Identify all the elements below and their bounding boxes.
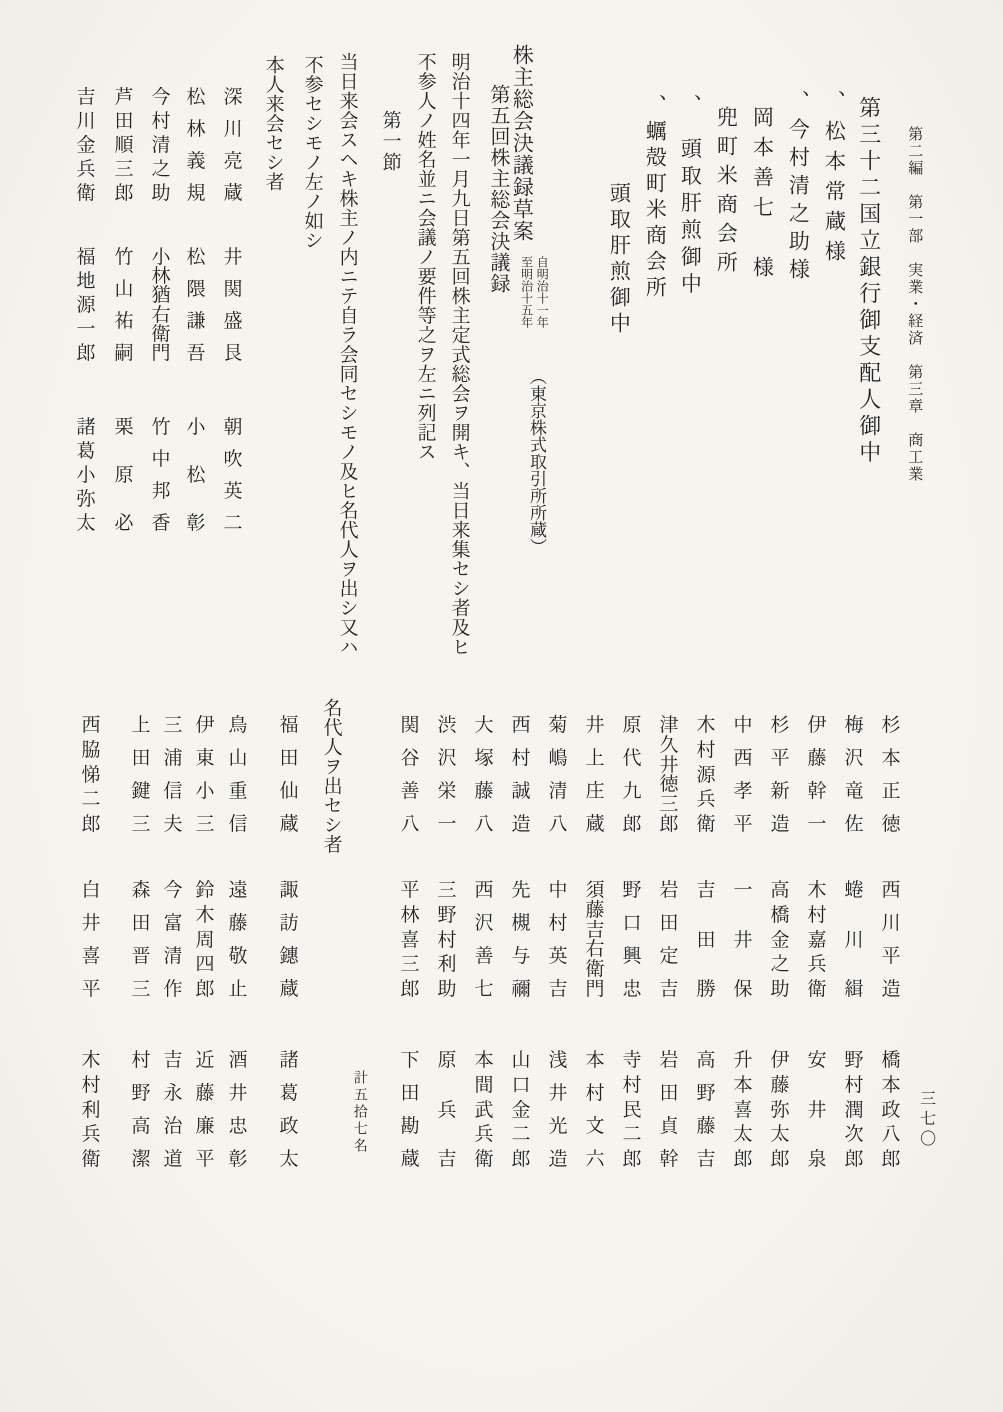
address-line: 、蠣殻町米商会所 bbox=[643, 94, 668, 302]
date-range-to: 至明治十五年 bbox=[519, 256, 534, 328]
proxy-heading: 名代人ヲ出セシ者 bbox=[320, 698, 342, 854]
attendee-name: 木 村 源 兵 衛 bbox=[696, 715, 716, 835]
attendee-name: 諸 葛 政 太 bbox=[279, 1050, 299, 1170]
attendee-name: 井 関 盛 艮 bbox=[223, 247, 243, 364]
attendee-name: 寺 村 民 二 郎 bbox=[622, 1050, 642, 1170]
total-count: 計五拾七名 bbox=[351, 1070, 367, 1155]
attendee-name: 近 藤 廉 平 bbox=[195, 1050, 215, 1170]
page-number: 三七〇 bbox=[917, 1090, 935, 1150]
attendee-name: 蜷 川 緝 bbox=[844, 880, 864, 1000]
attendee-name: 先 槻 与 禰 bbox=[511, 880, 531, 1000]
body-line: 明治十四年一月九日第五回株主定式総会ヲ開キ、当日来集セシ者及ヒ bbox=[448, 52, 470, 657]
attendee-name: 伊 東 小 三 bbox=[195, 715, 215, 835]
attendee-name: 深 川 亮 蔵 bbox=[223, 87, 243, 204]
attendee-name: 木 村 嘉 兵 衛 bbox=[807, 880, 827, 1000]
archive-source: （東京株式取引所所蔵） bbox=[526, 368, 546, 555]
attendee-name: 白 井 喜 平 bbox=[81, 880, 101, 1000]
attendee-name: 井 上 庄 蔵 bbox=[585, 715, 605, 835]
address-line: 、今村清之助様 bbox=[786, 90, 811, 286]
address-line: 頭取肝煎御中 bbox=[607, 182, 632, 338]
attendee-name: 杉 本 正 徳 bbox=[881, 715, 901, 835]
attendee-name: 西 脇 悌 二 郎 bbox=[81, 715, 101, 835]
in-person-heading: 本人来会セシ者 bbox=[262, 55, 284, 192]
attendee-name: 安 井 泉 bbox=[807, 1050, 827, 1170]
attendee-name: 高 橋 金 之 助 bbox=[770, 880, 790, 1000]
attendee-name: 森 田 晋 三 bbox=[131, 880, 151, 1000]
recipient-line: 第三十二国立銀行御支配人御中 bbox=[856, 96, 882, 467]
attendee-name: 三 野 村 利 助 bbox=[437, 880, 457, 1000]
attendee-name: 鳥 山 重 信 bbox=[228, 715, 248, 835]
attendee-name: 小 林 猶 右 衛 門 bbox=[151, 247, 171, 364]
attendee-name: 吉 田 勝 bbox=[696, 880, 716, 1000]
attendee-name: 竹 山 祐 嗣 bbox=[114, 247, 134, 364]
attendee-name: 朝 吹 英 二 bbox=[223, 417, 243, 534]
attendee-name: 野 口 興 忠 bbox=[622, 880, 642, 1000]
section-heading: 第一節 bbox=[379, 110, 401, 173]
attendee-name: 津 久 井 徳 三 郎 bbox=[659, 715, 679, 835]
attendee-name: 諸 葛 小 弥 太 bbox=[76, 417, 96, 534]
body-line: 不参セシモノ左ノ如シ bbox=[301, 55, 323, 250]
attendee-name: 諏 訪 鏸 蔵 bbox=[279, 880, 299, 1000]
attendee-name: 升 本 喜 太 郎 bbox=[733, 1050, 753, 1170]
attendee-name: 下 田 勘 蔵 bbox=[400, 1050, 420, 1170]
attendee-name: 福 地 源 一 郎 bbox=[76, 247, 96, 364]
address-line: 、松本常蔵様 bbox=[822, 90, 847, 270]
attendee-name: 山 口 金 二 郎 bbox=[511, 1050, 531, 1170]
attendee-name: 遠 藤 敬 止 bbox=[228, 880, 248, 1000]
attendee-name: 渋 沢 栄 一 bbox=[437, 715, 457, 835]
attendee-name: 福 田 仙 蔵 bbox=[279, 715, 299, 835]
attendee-name: 平 林 喜 三 郎 bbox=[400, 880, 420, 1000]
attendee-name: 三 浦 信 夫 bbox=[163, 715, 183, 835]
attendee-name: 大 塚 藤 八 bbox=[474, 715, 494, 835]
address-line: 岡本善七 様 bbox=[750, 106, 775, 286]
attendee-name: 高 野 藤 吉 bbox=[696, 1050, 716, 1170]
attendee-name: 本 間 武 兵 衛 bbox=[474, 1050, 494, 1170]
document-subtitle: 第五回株主総会決議録 bbox=[487, 84, 509, 294]
body-line: 不参人ノ姓名並ニ会議ノ要件等之ヲ左ニ列記ス bbox=[414, 52, 436, 462]
document-title: 株主総会決議録草案 bbox=[510, 44, 535, 242]
attendee-name: 本 村 文 六 bbox=[585, 1050, 605, 1170]
attendee-name: 松 隈 謙 吾 bbox=[186, 247, 206, 364]
attendee-name: 鈴 木 周 四 郎 bbox=[195, 880, 215, 1000]
attendee-name: 梅 沢 竜 佐 bbox=[844, 715, 864, 835]
attendee-name: 岩 田 貞 幹 bbox=[659, 1050, 679, 1170]
attendee-name: 原 代 九 郎 bbox=[622, 715, 642, 835]
address-line: 、 頭取肝煎御中 bbox=[678, 94, 703, 300]
attendee-name: 上 田 鍵 三 bbox=[131, 715, 151, 835]
attendee-name: 栗 原 必 bbox=[114, 417, 134, 534]
attendee-name: 芦 田 順 三 郎 bbox=[114, 87, 134, 204]
attendee-name: 菊 嶋 清 八 bbox=[548, 715, 568, 835]
chapter-header: 第二編 第一部 実業・経済 第三章 商工業 bbox=[906, 126, 923, 483]
attendee-name: 野 村 潤 次 郎 bbox=[844, 1050, 864, 1170]
address-line: 兜町米商会所 bbox=[714, 106, 739, 280]
date-range bbox=[518, 256, 549, 328]
attendee-name: 小 松 彰 bbox=[186, 417, 206, 534]
attendee-name: 松 林 義 規 bbox=[186, 87, 206, 204]
attendee-name: 西 村 誠 造 bbox=[511, 715, 531, 835]
attendee-name: 岩 田 定 吉 bbox=[659, 880, 679, 1000]
attendee-name: 伊 藤 幹 一 bbox=[807, 715, 827, 835]
attendee-name: 竹 中 邦 香 bbox=[151, 417, 171, 534]
attendee-name: 浅 井 光 造 bbox=[548, 1050, 568, 1170]
attendee-name: 今 富 清 作 bbox=[163, 880, 183, 1000]
attendee-name: 中 村 英 吉 bbox=[548, 880, 568, 1000]
attendee-name: 西 沢 善 七 bbox=[474, 880, 494, 1000]
attendee-name: 村 野 高 潔 bbox=[131, 1050, 151, 1170]
attendee-name: 木 村 利 兵 衛 bbox=[81, 1050, 101, 1170]
attendee-name: 原 兵 吉 bbox=[437, 1050, 457, 1170]
attendee-name: 吉 川 金 兵 衛 bbox=[76, 87, 96, 204]
attendee-name: 関 谷 善 八 bbox=[400, 715, 420, 835]
attendee-name: 酒 井 忠 彰 bbox=[228, 1050, 248, 1170]
attendee-name: 今 村 清 之 助 bbox=[151, 87, 171, 204]
attendee-name: 杉 平 新 造 bbox=[770, 715, 790, 835]
attendee-name: 一 井 保 bbox=[733, 880, 753, 1000]
attendee-name: 西 川 平 造 bbox=[881, 880, 901, 1000]
attendee-name: 橋 本 政 八 郎 bbox=[881, 1050, 901, 1170]
body-line: 当日来会スヘキ株主ノ内ニテ自ラ会同セシモノ及ヒ名代人ヲ出シ又ハ bbox=[336, 52, 358, 657]
date-range-from: 自明治十一年 bbox=[535, 256, 550, 328]
attendee-name: 吉 永 治 道 bbox=[163, 1050, 183, 1170]
attendee-name: 伊 藤 弥 太 郎 bbox=[770, 1050, 790, 1170]
attendee-name: 須 藤 吉 右 衛 門 bbox=[585, 880, 605, 1000]
attendee-name: 中 西 孝 平 bbox=[733, 715, 753, 835]
